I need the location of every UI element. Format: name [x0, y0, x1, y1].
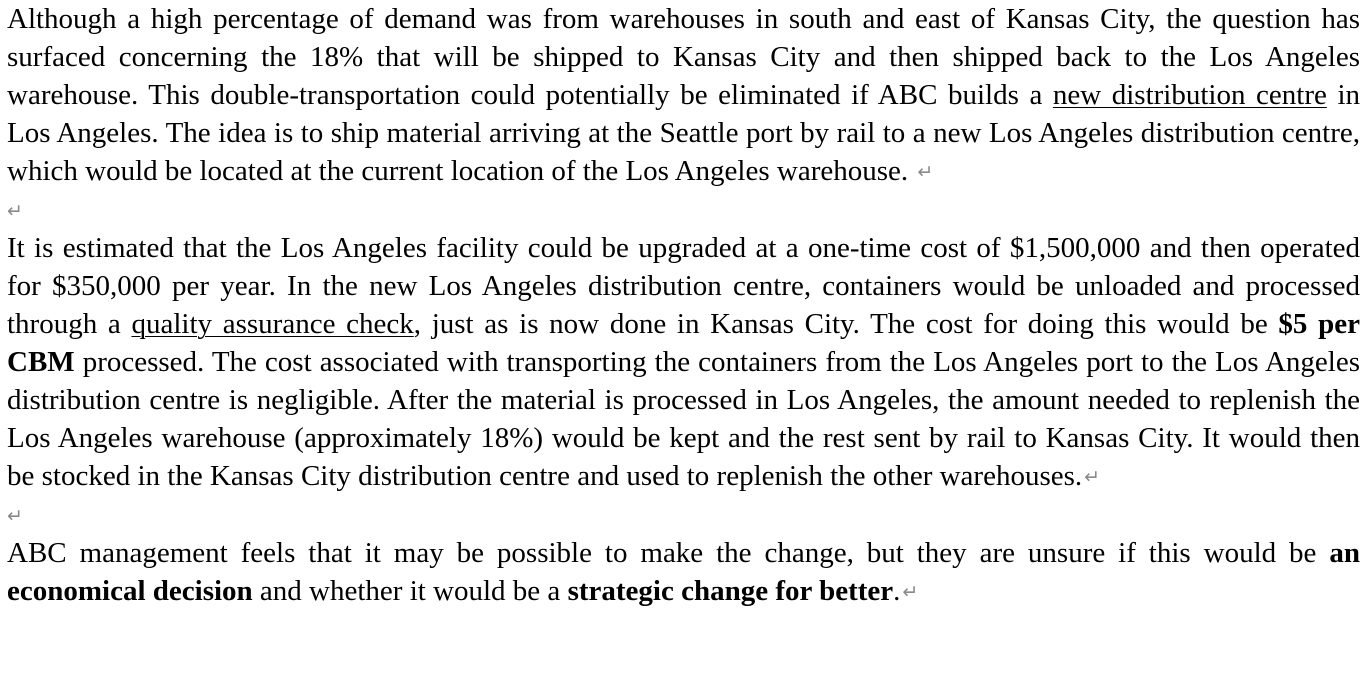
new-distribution-centre-link[interactable]: new distribution centre [1052, 79, 1327, 111]
paragraph-3 [7, 534, 1360, 611]
paragraph-mark-icon: ↵ [902, 581, 919, 603]
empty-paragraph [7, 496, 1360, 534]
quality-assurance-check-link[interactable]: quality assurance check [131, 308, 414, 340]
document-body [7, 0, 1360, 611]
paragraph-mark-icon: ↵ [1084, 466, 1101, 488]
paragraph-2-text-a: It is estimated that the Los Angeles facility could be upgraded at a one-time cost of $1,500,000 and then operated for $350,000 per year. In the new Los Angeles distribution centre, containers would be unloaded and processed through a [7, 232, 1360, 340]
paragraph-3-text-a: ABC management feels that it may be possible to make the change, but they are unsure if this would be [7, 537, 1330, 569]
empty-paragraph [7, 191, 1360, 229]
paragraph-mark-icon: ↵ [7, 505, 23, 527]
paragraph-2 [7, 229, 1360, 496]
paragraph-2-text-c: processed. The cost associated with transporting the containers from the Los Angeles port to the Los Angeles distribution centre is negligible. After the material is processed in Los Angeles, the amount needed to replenish the Los Angeles warehouse (approximately 18%) would be kept and the rest sent by rail to Kansas City. It would then be stocked in the Kansas City distribution centre and used to replenish the other warehouses. [7, 346, 1360, 492]
cost-per-cbm-bold: $5 per CBM [7, 308, 1360, 378]
paragraph-1-text-b: in Los Angeles. The idea is to ship material arriving at the Seattle port by rail to a new Los Angeles distribution centre, which would be located at the current location of the Los Angeles warehouse. [7, 79, 1360, 187]
paragraph-3-text-c: . [893, 575, 901, 607]
paragraph-3-text-b: and whether it would be a [252, 575, 568, 607]
strategic-change-bold: strategic change for better [567, 575, 894, 607]
paragraph-1 [7, 0, 1360, 191]
paragraph-1-text-a: Although a high percentage of demand was from warehouses in south and east of Kansas City, the question has surfaced concerning the 18% that will be shipped to Kansas City and then shipped back to the Los Angeles warehouse. This double-transportation could potentially be eliminated if ABC builds a [7, 3, 1360, 111]
paragraph-mark-icon: ↵ [7, 200, 23, 222]
paragraph-2-text-b: , just as is now done in Kansas City. The cost for doing this would be [413, 308, 1279, 340]
economical-decision-bold: an economical decision [7, 537, 1360, 607]
paragraph-mark-icon: ↵ [917, 161, 934, 183]
